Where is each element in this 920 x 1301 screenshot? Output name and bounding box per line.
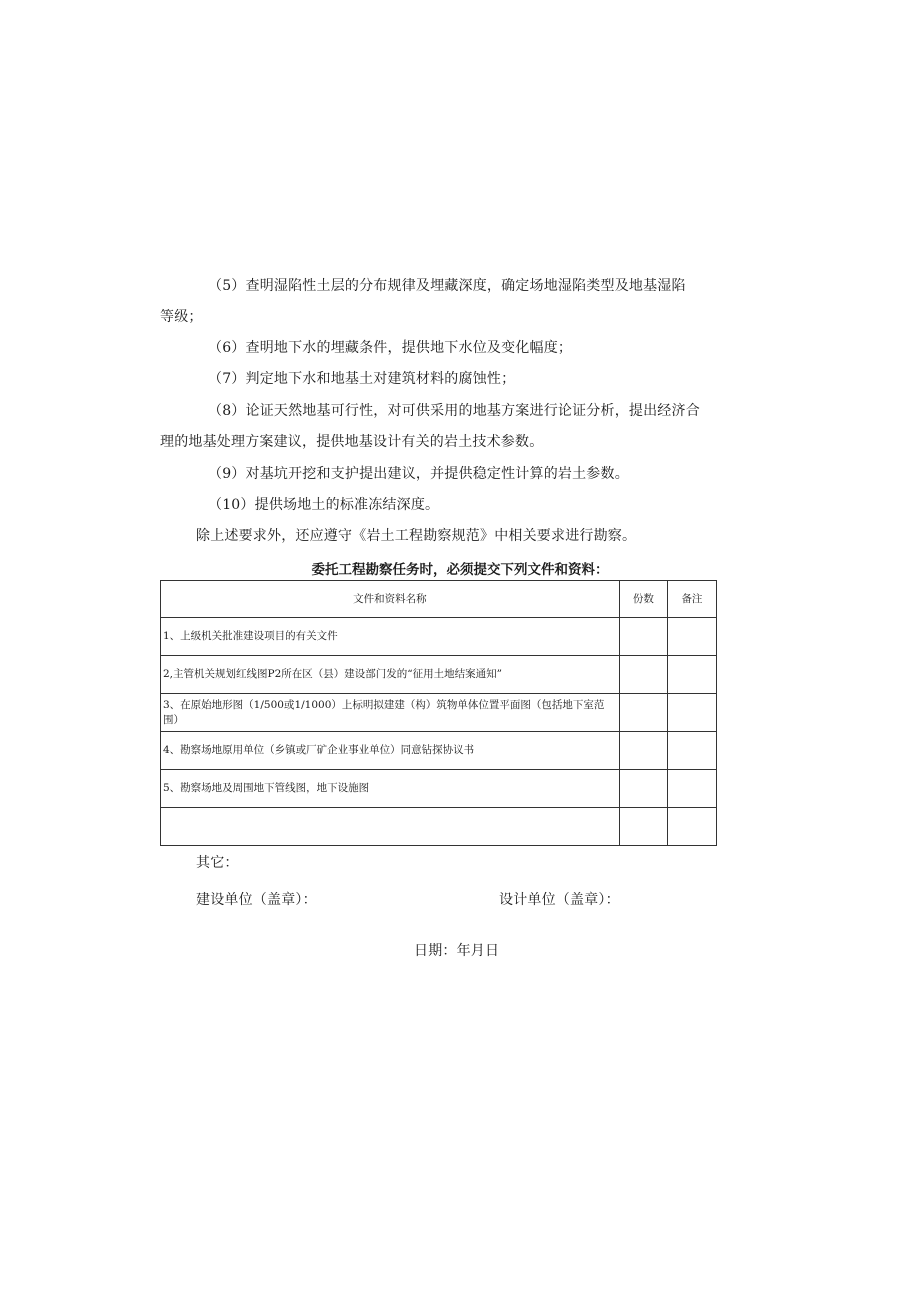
requirement-item-5-line-2: 等级； (160, 309, 203, 325)
notes-cell (667, 732, 716, 770)
notes-cell (667, 808, 716, 846)
builder-stamp-label: 建设单位（盖章）： (196, 892, 317, 908)
other-label: 其它： (196, 855, 239, 871)
header-document-name: 文件和资料名称 (161, 581, 620, 618)
requirement-item-8-line-1: （8）论证天然地基可行性，对可供采用的地基方案进行论证分析，提出经济合 (208, 403, 700, 419)
table-header-row (161, 581, 717, 618)
table-title: 委托工程勘察任务时，必须提交下列文件和资料： (311, 562, 609, 578)
document-name-cell: 2,主管机关规划红线图P2所在区（县）建设部门发的“征用土地结案通知” (161, 656, 620, 694)
requirement-item-6: （6）查明地下水的埋藏条件，提供地下水位及变化幅度； (208, 340, 573, 356)
copies-cell (619, 808, 667, 846)
header-copies: 份数 (619, 581, 667, 618)
copies-cell (619, 618, 667, 656)
designer-stamp-label: 设计单位（盖章）： (499, 892, 620, 908)
notes-cell (667, 656, 716, 694)
copies-cell (619, 656, 667, 694)
document-name-cell: 5、勘察场地及周围地下管线图，地下设施图 (161, 770, 620, 808)
table-row (161, 808, 717, 846)
notes-cell (667, 618, 716, 656)
notes-cell (667, 770, 716, 808)
document-name-cell: 4、勘察场地原用单位（乡镇或厂矿企业事业单位）同意钻探协议书 (161, 732, 620, 770)
copies-cell (619, 732, 667, 770)
requirements-closing: 除上述要求外，还应遵守《岩土工程勘察规范》中相关要求进行勘察。 (196, 528, 637, 544)
documents-table (160, 580, 717, 846)
document-name-cell (161, 808, 620, 846)
requirement-item-10: （10）提供场地土的标准冻结深度。 (208, 497, 440, 513)
requirement-item-9: （9）对基坑开挖和支护提出建议，并提供稳定性计算的岩土参数。 (208, 466, 629, 482)
table-row (161, 694, 717, 732)
table-row (161, 618, 717, 656)
header-notes: 备注 (667, 581, 716, 618)
copies-cell (619, 694, 667, 732)
requirement-item-7: （7）判定地下水和地基土对建筑材料的腐蚀性； (208, 371, 516, 387)
table-row (161, 732, 717, 770)
requirement-item-5-line-1: （5）查明湿陷性土层的分布规律及埋藏深度，确定场地湿陷类型及地基湿陷 (208, 278, 686, 294)
date-label: 日期：年月日 (414, 943, 500, 959)
requirement-item-8-line-2: 理的地基处理方案建议，提供地基设计有关的岩土技术参数。 (160, 434, 544, 450)
table-row (161, 770, 717, 808)
document-name-cell: 3、在原始地形图（1/500或1/1000）上标明拟建建（构）筑物单体位置平面图（包括地下室范围） (161, 694, 620, 732)
copies-cell (619, 770, 667, 808)
document-name-cell: 1、上级机关批准建设项目的有关文件 (161, 618, 620, 656)
notes-cell (667, 694, 716, 732)
table-row (161, 656, 717, 694)
